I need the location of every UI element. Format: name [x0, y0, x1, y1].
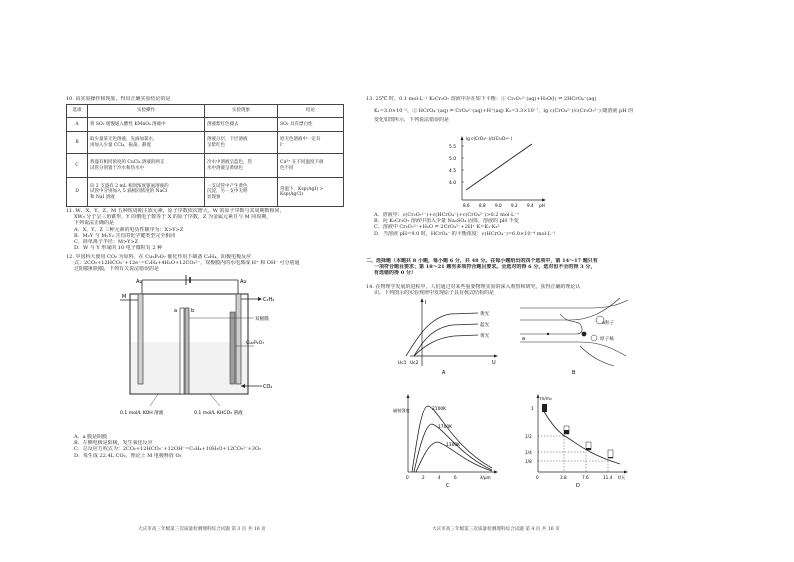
- q12-option-b: B．左侧电极是阳极，发生氧化反应: [74, 440, 153, 447]
- q13-ytick: 5.5: [449, 145, 456, 150]
- q10-row-d-phenomenon: 一支试管中产生黄色 沉淀，另一支中无明 显现象: [205, 178, 278, 207]
- q13-line: 变化如图所示，下列说法错误的是: [374, 117, 450, 124]
- fig-c-temp: 1300K: [446, 443, 461, 448]
- khco3-solution-label: 0.1 mol/L KHCO₃ 溶液: [194, 411, 243, 416]
- q12-stem: [66, 254, 346, 273]
- q13-xlabel: pH: [539, 203, 545, 208]
- q12-options: [66, 434, 346, 459]
- fig-d-caption: D: [576, 483, 580, 488]
- q10-row-c-operation: 将盛有相同浓度的 CuCl₂ 溶液的两支 试管分别置于冷水和热水中: [88, 154, 205, 178]
- q12-line: 过阳膜和阴膜，下列有关说法错误的是: [74, 266, 160, 273]
- fig-a-uc2: Uc2: [410, 361, 419, 366]
- q10-row-d-option: D: [67, 178, 88, 207]
- membrane-b-label: b: [191, 308, 195, 314]
- q13-ytick: 4.5: [449, 169, 456, 174]
- q10-row-a-operation: 将 SO₂ 缓慢通入酸性 KMnO₄ 溶液中: [88, 118, 205, 132]
- koh-solution-label: 0.1 mol/L KOH 溶液: [120, 411, 164, 416]
- q13-chart: [440, 134, 550, 210]
- fig-c-ylabel: 辐射强度: [393, 408, 410, 413]
- q13-line-series: [466, 144, 532, 190]
- q13-xtick: 8.6: [463, 203, 470, 208]
- fig-d-xtick: 3.8: [560, 475, 567, 480]
- catalyst-label: Cu₂P₂O₇: [246, 341, 265, 346]
- q10-header-operation: 实验操作: [88, 105, 205, 118]
- fig-d-ylabel: m/m₀: [540, 397, 552, 402]
- fig-a-caption: A: [442, 370, 446, 376]
- co2-label: CO₂: [263, 384, 273, 390]
- q10-row-c-conclusion: Cu²⁺ 在不同温度下颜 色不同: [278, 154, 344, 178]
- fig-a-curve-label: 黄光: [480, 334, 490, 339]
- q12-electrolysis-diagram: [120, 272, 280, 420]
- fig-a-curve-label: 黄光: [480, 312, 490, 317]
- q13-xtick: 9.0: [495, 203, 502, 208]
- q13-ytick: 5.0: [449, 157, 456, 162]
- q10-row-a-conclusion: SO₂ 具有漂白性: [278, 118, 344, 132]
- q10-row-c-option: C: [67, 154, 88, 178]
- q13-options: [366, 212, 738, 237]
- q13-xtick: 9.4: [527, 203, 534, 208]
- membrane-a-label: a: [174, 308, 178, 314]
- bipolar-membrane-label: 双极膜: [255, 317, 269, 322]
- outlet-m-label: M: [122, 294, 127, 300]
- section2-line: 有选错的得 0 分）: [374, 270, 416, 277]
- fig-a-ylabel: I: [425, 300, 427, 306]
- q12-option-a: A．a 膜是阴膜: [74, 434, 108, 440]
- catalyst-layer: [230, 312, 235, 384]
- fig-a-xlabel: U: [492, 360, 496, 366]
- q13-line: K₁=3.0×10⁻²，② HCrO₄⁻(aq) ⇌ CrO₄²⁻(aq)+H⁺(aq) K₂=3.3×10⁻⁷，lg c(CrO₄²⁻)/c(Cr₂O₇²⁻) 随溶液 pH 的: [374, 108, 634, 115]
- fig-c-xtick: 2: [422, 475, 425, 480]
- q10-header-option: 选项: [67, 105, 88, 118]
- fig-b-label: α粒子: [602, 321, 615, 326]
- q10-row-d-conclusion: 常温下，Ksp(AgI) > Ksp(AgCl): [278, 178, 344, 207]
- q13-chart-ylabel: lg c(CrO₄²⁻)/c(Cr₂O₇²⁻): [466, 136, 513, 141]
- q14-line: 14. 在物理学发展的进程中，人们通过对某些重要物理实验的深入观察和研究，获得正确的理论认: [366, 284, 581, 290]
- left-electrode: [138, 294, 143, 384]
- electrode-left-label: Au: [136, 279, 143, 285]
- q13-option-c: C．溶液中 Cr₂O₇²⁻+H₂O ⇌ 2CrO₄²⁻+2H⁺ K=K₁·K₂²: [374, 224, 500, 231]
- q13-stem: [366, 96, 738, 124]
- q10-row-a-option: A: [67, 118, 88, 132]
- q13-line: 13. 25℃ 时，0.1 mol·L⁻¹ K₂Cr₂O₇ 溶液中存在如下平衡：① Cr₂O₇²⁻(aq)+H₂O(l) ⇌ 2HCrO₄⁻(aq): [366, 96, 597, 102]
- fig-d-xtick: 0: [536, 475, 539, 480]
- fig-c-xtick: 0: [406, 475, 409, 480]
- q10-row-b-conclusion: 原无色溶液中一定有 I⁻: [278, 132, 344, 154]
- fig-d-ytick: 1/2: [525, 434, 532, 439]
- q11-option-a: A．X、Y、Z 三种元素的电负性顺序为：X>Y>Z: [74, 226, 184, 233]
- q14-line: 识。下列图示的实验规律中发现原子具有核式结构的是: [374, 290, 495, 297]
- fig-b-label: 原子核: [600, 337, 614, 342]
- q10-row-b-option: B: [67, 132, 88, 154]
- fig-a-curve-label: 蓝光: [480, 323, 490, 328]
- q13-option-d: D．当溶液 pH=9.0 时，HCrO₄⁻ 的平衡浓度：c(HCrO₄⁻)=6.0×10⁻⁴ mol·L⁻¹: [374, 230, 556, 237]
- q11-option-c: C．简单离子半径：M>Y>Z: [74, 239, 139, 246]
- curve-1: [406, 313, 478, 356]
- fig-d-xlabel: t/天: [618, 475, 626, 480]
- q12-option-d: D．每生成 22.4L CO₂，理论上 M 电极释放 O₂: [74, 452, 182, 459]
- fig-c-xlabel: λ/μm: [480, 475, 491, 480]
- q11: [66, 208, 346, 251]
- q11-line: XW₃ 分子呈三角锥形，Y 的價电子数等于 X 的原子序数，Z 为金属元素且与 M 同周期，: [74, 214, 272, 221]
- electrode-right-label: Au: [240, 279, 247, 285]
- q10-header-conclusion: 结论: [278, 105, 344, 118]
- q13-option-a: A．溶液中：c(Cr₂O₇²⁻)+c(HCrO₄⁻)+c(CrO₄²⁻)>0.2 mol·L⁻¹: [374, 212, 519, 218]
- q10-row-c-phenomenon: 冷水中溶液呈蓝色，热 水中溶液呈黄绿色: [205, 154, 278, 178]
- fig-d-ytick: 1/8: [525, 459, 532, 464]
- fig-b-label: a: [522, 336, 526, 342]
- curve-3: [414, 335, 478, 356]
- q11-line: 下列说法正确的是: [74, 220, 115, 227]
- q10-stem: 10. 由实验操作和现象，得出正确实验结论的是: [66, 96, 171, 102]
- q13-xtick: 8.8: [479, 203, 486, 208]
- q14-fig-a: [392, 296, 504, 376]
- curve-1700k: [414, 424, 492, 472]
- q12-line: 式：2CO₂+12HCO₃⁻+12e⁻=C₂H₄+4H₂O+12CO₃²⁻，双极膜内的水电离成 H⁺ 和 OH⁻ 可分别通: [74, 260, 300, 267]
- q12-option-c: C．总反应方程式为：2CO₂+12HCO₃⁻+12OH⁻=C₂H₄+10H₂O+12CO₃²⁻+3O₂: [74, 446, 262, 453]
- fig-c-caption: C: [446, 483, 450, 488]
- curve-2100k: [412, 406, 492, 472]
- section2-line: 一项符合题目要求；第 18～21 题有多项符合题目要求。全选对的得 6 分，选对但不全的得 3 分，: [374, 264, 596, 271]
- q10-row-d-operation: 向 2 支盛有 2 mL 相同浓度银氨溶液的 试管中分别加入 5 滴相同浓度的 NaCl 和 NaI 溶液: [88, 178, 205, 207]
- footer-left: 大庆市高三年级第三次质量检测理科综合试题 第 3 页 共 16 页: [138, 527, 266, 532]
- q10-row-b-operation: 取少量某无色溶液，先滴加氯水， 再加入少量 CCl₄，振荡、静置: [88, 132, 205, 154]
- q11-line: 11. W、X、Y、Z、M 五种短周期主族元素，原子序数依次增大。W 的原子序数与其周期数相同，: [66, 208, 285, 214]
- fig-d-xtick: 11.4: [603, 475, 613, 480]
- q13-ytick: 4.0: [449, 181, 456, 186]
- q11-option-d: D．W 与 Y 形成的 10 电子微粒有 2 种: [74, 245, 163, 252]
- q10-row-a-phenomenon: 溶液紫红色褪去: [205, 118, 278, 132]
- q14-fig-b: [520, 294, 632, 376]
- q10-row-b-phenomenon: 溶液分层，下层溶液 呈紫红色: [205, 132, 278, 154]
- q14-fig-d: [520, 392, 632, 488]
- q10-table: [66, 104, 344, 207]
- section2-line: 二、选择题（本题共 8 小题，每小题 6 分，共 48 分。在每小题给出的四个选项中，第 14～17 题只有: [366, 258, 598, 264]
- section2-instructions: [366, 258, 742, 277]
- fig-c-temp: 1700K: [438, 425, 453, 430]
- fig-c-xtick: 6: [454, 475, 457, 480]
- nucleus-dot: [582, 332, 587, 337]
- membrane-b: [185, 308, 189, 394]
- fig-d-ytick: 1: [531, 406, 534, 411]
- fig-d-ytick: 1/4: [525, 450, 532, 455]
- q10-header-phenomenon: 实验现象: [205, 105, 278, 118]
- membrane-a: [180, 308, 184, 394]
- fig-c-temp: 2100K: [432, 407, 447, 412]
- footer-right: 大庆市高三年级第三次质量检测理科综合试题 第 4 页 共 16 页: [432, 527, 560, 532]
- sample-box: [542, 404, 547, 412]
- q14-fig-c: [392, 392, 504, 488]
- c2h4-label: C₂H₄: [263, 297, 275, 303]
- q13-xtick: 9.2: [511, 203, 518, 208]
- fig-c-xtick: 4: [438, 475, 441, 480]
- q12-line: 12. 中国科大使用 CO₂ 为原料，在 Cu₂P₂O₇ 催化作用下制备 C₂H₄，阴极电极反应: [66, 254, 252, 260]
- q11-option-b: B．M₂Y 与 M₂Y₂ 含有的化学键类型完全相同: [74, 232, 176, 239]
- fig-d-xtick: 7.6: [582, 475, 589, 480]
- fig-a-uc1: Uc1: [398, 361, 407, 366]
- curve-2: [414, 324, 478, 356]
- right-electrode: [236, 294, 241, 384]
- q13-option-b: B．向 K₂Cr₂O₇ 溶液中加入少量 Na₂SO₄ 固体，溶液的 pH 不变: [374, 218, 519, 225]
- fig-b-caption: B: [572, 370, 576, 376]
